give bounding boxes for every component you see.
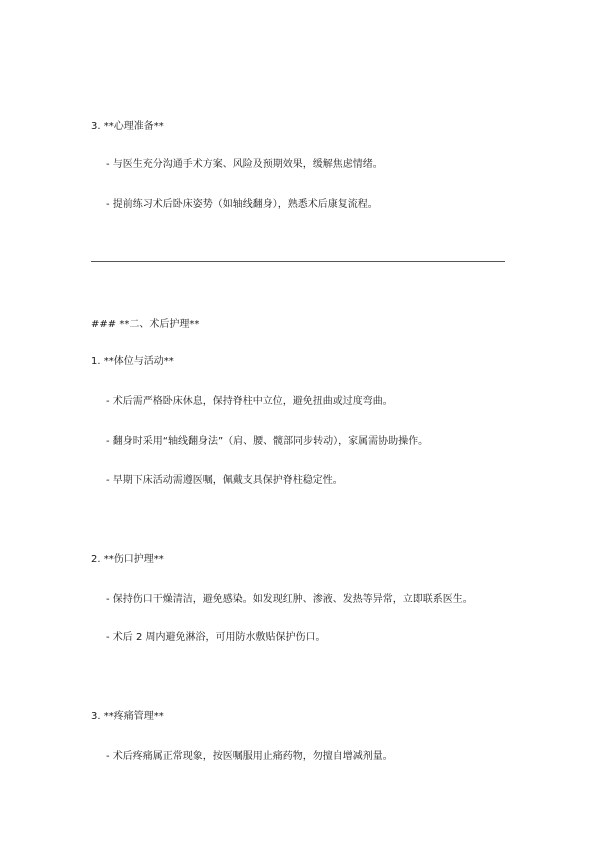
pain-management-heading: 3. **疼痛管理** (91, 711, 164, 722)
horizontal-divider (91, 261, 505, 262)
list-item: - 翻身时采用“轴线翻身法”（肩、腰、髋部同步转动），家属需协助操作。 (106, 436, 429, 447)
list-item: - 与医生充分沟通手术方案、风险及预期效果，缓解焦虑情绪。 (106, 159, 383, 170)
list-item: - 保持伤口干燥清洁，避免感染。如发现红肿、渗液、发热等异常，立即联系医生。 (106, 594, 473, 605)
list-item: - 术后疼痛属正常现象，按医嘱服用止痛药物，勿擅自增减剂量。 (106, 751, 393, 762)
list-item: - 提前练习术后卧床姿势（如轴线翻身），熟悉术后康复流程。 (106, 199, 378, 210)
section-heading-postop-care: ### **二、术后护理** (91, 319, 200, 330)
list-item: - 术后 2 周内避免淋浴，可用防水敷贴保护伤口。 (106, 632, 326, 643)
wound-care-heading: 2. **伤口护理** (91, 554, 164, 565)
list-item: - 术后需严格卧床休息，保持脊柱中立位，避免扭曲或过度弯曲。 (106, 396, 393, 407)
list-item: - 早期下床活动需遵医嘱，佩戴支具保护脊柱稳定性。 (106, 475, 343, 486)
psych-prep-heading: 3. **心理准备** (91, 121, 164, 132)
position-activity-heading: 1. **体位与活动** (91, 356, 174, 367)
